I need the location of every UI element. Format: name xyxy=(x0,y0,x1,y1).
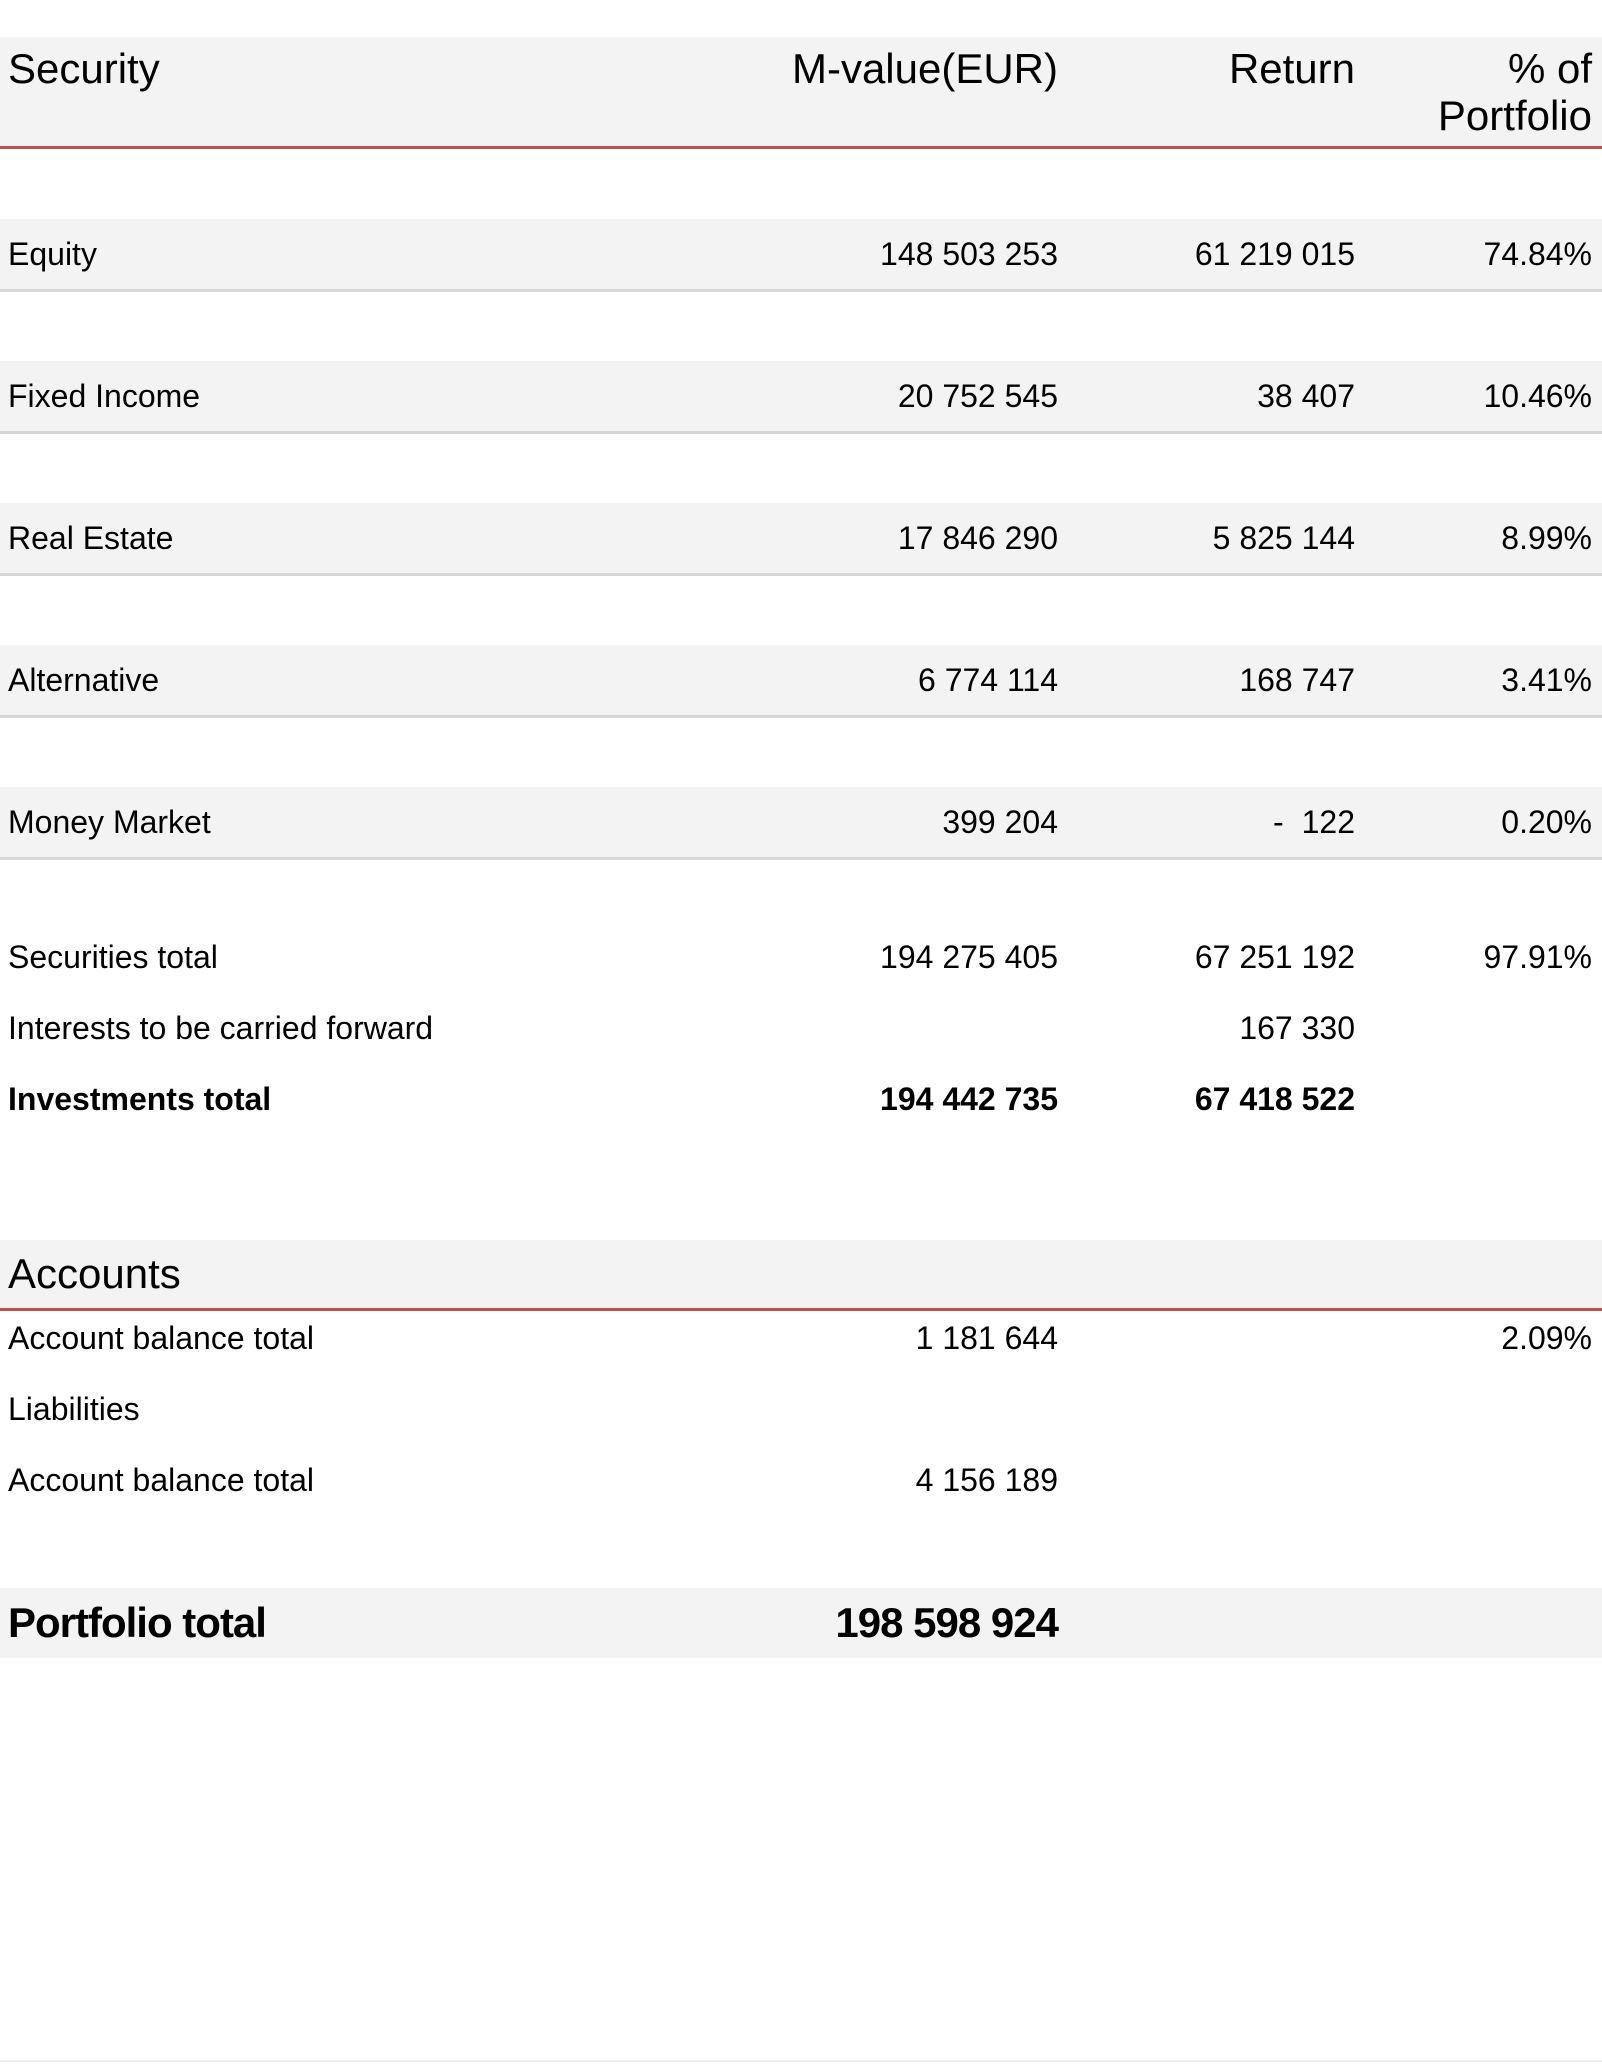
portfolio-total-row xyxy=(0,1588,1602,1658)
asset-mvalue: 148 503 253 xyxy=(880,236,1058,272)
accounts-section-header xyxy=(0,1240,1602,1308)
asset-name: Real Estate xyxy=(8,520,174,556)
investments-total-label: Investments total xyxy=(8,1081,272,1117)
asset-mvalue: 399 204 xyxy=(942,804,1058,840)
liabilities-row xyxy=(0,1374,1602,1444)
interests-return: 167 330 xyxy=(1239,1010,1355,1046)
security-column-header: Security xyxy=(8,45,160,92)
accounts-title: Accounts xyxy=(8,1250,181,1297)
portfolio-total-label: Portfolio total xyxy=(8,1599,266,1646)
negative-sign: - xyxy=(1272,804,1284,840)
row-separator xyxy=(0,573,1602,576)
asset-return: 38 407 xyxy=(1257,378,1355,414)
asset-row-money-market xyxy=(0,787,1602,857)
account-balance-mvalue: 1 181 644 xyxy=(915,1320,1058,1356)
asset-pct: 74.84% xyxy=(1483,236,1592,272)
account-balance-pct: 2.09% xyxy=(1501,1320,1592,1356)
portfolio-pct-header-line1: % of xyxy=(1507,45,1592,92)
liabilities-balance-label: Account balance total xyxy=(8,1462,314,1498)
securities-total-pct: 97.91% xyxy=(1483,939,1592,975)
asset-return: 61 219 015 xyxy=(1194,236,1355,272)
asset-pct: 0.20% xyxy=(1501,804,1592,840)
table-header xyxy=(0,37,1602,147)
investments-total-mvalue: 194 442 735 xyxy=(880,1081,1058,1117)
securities-total-label: Securities total xyxy=(8,939,218,975)
asset-mvalue: 20 752 545 xyxy=(897,378,1058,414)
asset-pct: 10.46% xyxy=(1483,378,1592,414)
asset-name: Equity xyxy=(8,236,97,272)
account-balance-row xyxy=(0,1303,1602,1373)
liabilities-balance-row xyxy=(0,1445,1602,1515)
asset-pct: 8.99% xyxy=(1501,520,1592,556)
asset-mvalue: 6 774 114 xyxy=(918,662,1058,698)
interests-row xyxy=(0,993,1602,1063)
securities-total-return: 67 251 192 xyxy=(1194,939,1355,975)
portfolio-pct-column-header xyxy=(1438,45,1592,139)
investments-total-row xyxy=(0,1064,1602,1134)
securities-total-mvalue: 194 275 405 xyxy=(880,939,1058,975)
asset-row-real-estate xyxy=(0,503,1602,573)
asset-pct: 3.41% xyxy=(1501,662,1592,698)
asset-row-equity xyxy=(0,219,1602,289)
liabilities-balance-mvalue: 4 156 189 xyxy=(915,1462,1058,1498)
header-divider xyxy=(0,146,1602,149)
portfolio-pct-header-line2: Portfolio xyxy=(1437,92,1592,139)
asset-mvalue: 17 846 290 xyxy=(897,520,1058,556)
asset-row-alternative xyxy=(0,645,1602,715)
interests-label: Interests to be carried forward xyxy=(8,1010,434,1046)
row-separator xyxy=(0,289,1602,292)
row-separator xyxy=(0,431,1602,434)
securities-total-row xyxy=(0,922,1602,992)
asset-name: Fixed Income xyxy=(8,378,201,414)
investments-total-return: 67 418 522 xyxy=(1194,1081,1355,1117)
portfolio-total-value: 198 598 924 xyxy=(835,1599,1058,1646)
asset-return xyxy=(1273,787,1355,857)
return-column-header: Return xyxy=(1228,45,1355,92)
asset-return: 5 825 144 xyxy=(1212,520,1355,556)
row-separator xyxy=(0,715,1602,718)
asset-name: Money Market xyxy=(8,804,211,840)
liabilities-label: Liabilities xyxy=(8,1391,140,1427)
asset-name: Alternative xyxy=(8,662,160,698)
asset-row-fixed-income xyxy=(0,361,1602,431)
mvalue-column-header: M-value(EUR) xyxy=(791,45,1058,92)
asset-return: 168 747 xyxy=(1239,662,1355,698)
account-balance-label: Account balance total xyxy=(8,1320,314,1356)
row-separator xyxy=(0,857,1602,860)
asset-return-value: 122 xyxy=(1301,804,1355,840)
page-bottom-rule xyxy=(0,2060,1602,2062)
